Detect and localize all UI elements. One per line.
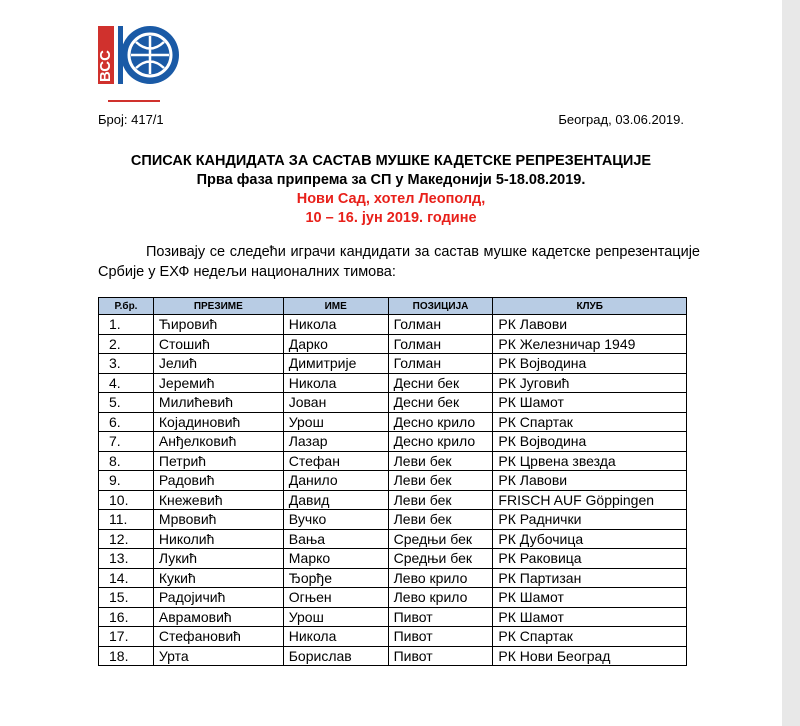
title-main: СПИСАК КАНДИДАТА ЗА САСТАВ МУШКЕ КАДЕТСКЕ РЕПРЕЗЕНТАЦИЈЕ: [130, 153, 652, 169]
cell-club: РК Војводина: [493, 354, 687, 374]
cell-number: 15.: [99, 588, 154, 608]
cell-position: Средњи бек: [388, 529, 493, 549]
cell-surname: Мрвовић: [153, 510, 283, 530]
viewer-background: [782, 0, 800, 726]
cell-number: 14.: [99, 568, 154, 588]
cell-number: 10.: [99, 490, 154, 510]
cell-name: Урош: [283, 607, 388, 627]
table-row: [99, 471, 687, 491]
cell-number: 3.: [99, 354, 154, 374]
cell-surname: Јелић: [153, 354, 283, 374]
cell-name: Ђорђе: [283, 568, 388, 588]
cell-name: Димитрије: [283, 354, 388, 374]
cell-club: РК Војводина: [493, 432, 687, 452]
title-block: [0, 152, 782, 228]
cell-name: Давид: [283, 490, 388, 510]
cell-number: 17.: [99, 627, 154, 647]
cell-surname: Аврамовић: [153, 607, 283, 627]
cell-position: Десни бек: [388, 393, 493, 413]
cell-surname: Јеремић: [153, 373, 283, 393]
title-subtitle: Прва фаза припрема за СП у Македонији 5-18.08.2019.: [196, 172, 586, 188]
cell-surname: Кнежевић: [153, 490, 283, 510]
cell-position: Голман: [388, 315, 493, 335]
cell-surname: Радовић: [153, 471, 283, 491]
document-number: Број: 417/1: [98, 112, 164, 127]
cell-position: Десни бек: [388, 373, 493, 393]
cell-number: 16.: [99, 607, 154, 627]
cell-surname: Стефановић: [153, 627, 283, 647]
cell-position: Средњи бек: [388, 549, 493, 569]
header-surname: ПРЕЗИМЕ: [153, 298, 283, 315]
cell-surname: Милићевић: [153, 393, 283, 413]
cell-club: РК Раковица: [493, 549, 687, 569]
table-row: [99, 412, 687, 432]
cell-number: 6.: [99, 412, 154, 432]
table-row: [99, 490, 687, 510]
cell-club: РК Дубочица: [493, 529, 687, 549]
table-row: [99, 451, 687, 471]
cell-club: РК Југовић: [493, 373, 687, 393]
cell-name: Данило: [283, 471, 388, 491]
table-row: [99, 568, 687, 588]
cell-position: Пивот: [388, 627, 493, 647]
title-location: Нови Сад, хотел Леополд,: [296, 191, 486, 207]
cell-name: Борислав: [283, 646, 388, 666]
cell-name: Лазар: [283, 432, 388, 452]
cell-number: 4.: [99, 373, 154, 393]
cell-surname: Кукић: [153, 568, 283, 588]
cell-position: Леви бек: [388, 471, 493, 491]
cell-surname: Николић: [153, 529, 283, 549]
place-date: Београд, 03.06.2019.: [558, 112, 684, 127]
cell-number: 13.: [99, 549, 154, 569]
table-row: [99, 646, 687, 666]
cell-club: РК Спартак: [493, 412, 687, 432]
table-row: [99, 588, 687, 608]
logo-text: ВСС: [98, 50, 114, 82]
table-row: [99, 627, 687, 647]
cell-position: Голман: [388, 334, 493, 354]
cell-surname: Стошић: [153, 334, 283, 354]
cell-club: РК Раднички: [493, 510, 687, 530]
table-row: [99, 549, 687, 569]
cell-surname: Анђелковић: [153, 432, 283, 452]
cell-name: Никола: [283, 315, 388, 335]
table-row: [99, 432, 687, 452]
cell-club: РК Шамот: [493, 607, 687, 627]
cell-name: Вања: [283, 529, 388, 549]
table-row: [99, 315, 687, 335]
table-row: [99, 393, 687, 413]
cell-surname: Радојичић: [153, 588, 283, 608]
cell-surname: Ћировић: [153, 315, 283, 335]
cell-name: Никола: [283, 373, 388, 393]
table-row: [99, 529, 687, 549]
cell-number: 2.: [99, 334, 154, 354]
cell-number: 7.: [99, 432, 154, 452]
cell-club: FRISCH AUF Göppingen: [493, 490, 687, 510]
federation-logo: [98, 22, 184, 102]
cell-club: РК Црвена звезда: [493, 451, 687, 471]
cell-name: Марко: [283, 549, 388, 569]
cell-number: 8.: [99, 451, 154, 471]
cell-position: Леви бек: [388, 510, 493, 530]
header-position: ПОЗИЦИЈА: [388, 298, 493, 315]
cell-club: РК Партизан: [493, 568, 687, 588]
cell-position: Пивот: [388, 646, 493, 666]
logo-underline: [108, 100, 160, 102]
cell-surname: Лукић: [153, 549, 283, 569]
cell-club: РК Лавови: [493, 471, 687, 491]
cell-name: Огњен: [283, 588, 388, 608]
title-dates: 10 – 16. јун 2019. године: [305, 210, 477, 226]
intro-paragraph: Позивају се следећи играчи кандидати за састав мушке кадетске репрезентације Србије у ЕХФ недељи националних тимова:: [98, 244, 700, 280]
cell-name: Урош: [283, 412, 388, 432]
cell-number: 11.: [99, 510, 154, 530]
cell-position: Леви бек: [388, 490, 493, 510]
cell-club: РК Спартак: [493, 627, 687, 647]
cell-name: Вучко: [283, 510, 388, 530]
cell-name: Стефан: [283, 451, 388, 471]
cell-number: 18.: [99, 646, 154, 666]
cell-surname: Петрић: [153, 451, 283, 471]
cell-name: Никола: [283, 627, 388, 647]
cell-club: РК Шамот: [493, 393, 687, 413]
cell-position: Лево крило: [388, 588, 493, 608]
table-row: [99, 373, 687, 393]
cell-number: 9.: [99, 471, 154, 491]
table-row: [99, 334, 687, 354]
cell-number: 12.: [99, 529, 154, 549]
header-number: Р.бр.: [99, 298, 154, 315]
cell-name: Дарко: [283, 334, 388, 354]
table-row: [99, 607, 687, 627]
header-name: ИМЕ: [283, 298, 388, 315]
table-header-row: [99, 298, 687, 315]
cell-position: Голман: [388, 354, 493, 374]
cell-club: РК Лавови: [493, 315, 687, 335]
cell-position: Лево крило: [388, 568, 493, 588]
cell-position: Десно крило: [388, 412, 493, 432]
cell-club: РК Железничар 1949: [493, 334, 687, 354]
cell-position: Пивот: [388, 607, 493, 627]
cell-position: Леви бек: [388, 451, 493, 471]
cell-number: 1.: [99, 315, 154, 335]
cell-surname: Урта: [153, 646, 283, 666]
table-row: [99, 354, 687, 374]
header-club: КЛУБ: [493, 298, 687, 315]
cell-club: РК Шамот: [493, 588, 687, 608]
cell-club: РК Нови Београд: [493, 646, 687, 666]
cell-name: Јован: [283, 393, 388, 413]
cell-number: 5.: [99, 393, 154, 413]
players-table: [98, 297, 687, 666]
cell-position: Десно крило: [388, 432, 493, 452]
table-row: [99, 510, 687, 530]
cell-surname: Којадиновић: [153, 412, 283, 432]
